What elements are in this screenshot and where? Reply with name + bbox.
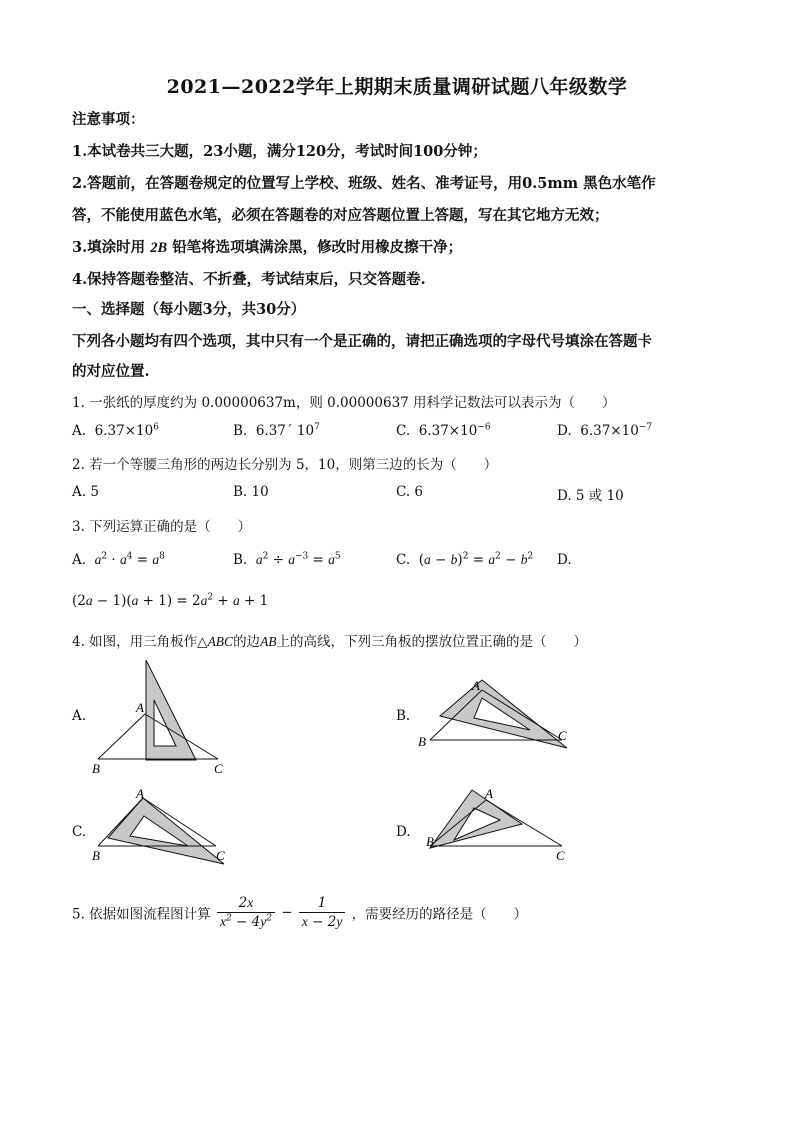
q5-stem: 5. 依据如图流程图计算 $\frac{2x}{x^2 - 4y^2}$ − $\frac{1}{x - 2y}$ ，需要经历的路径是（ ） (72, 894, 528, 930)
q3-option-d-expr: $(2a - 1)(a + 1) = 2a^2 + a + 1$ (72, 592, 269, 609)
notice-item-3-pre: 3.填涂时用 (72, 239, 146, 256)
q4-figure-b (412, 672, 582, 754)
q3-option-a: A. $a^2 \cdot a^4 = a^8$ (72, 551, 165, 568)
q4-option-b-label: B. (396, 708, 411, 724)
q4-figure-c (88, 786, 238, 868)
q3-option-c: C. $(a - b)^2 = a^2 - b^2$ (396, 551, 534, 568)
q2-option-d: D. 5 或 10 (557, 488, 624, 504)
q3-stem: 3. 下列运算正确的是（ ） (72, 519, 252, 535)
svg-text:A: A (485, 786, 493, 801)
svg-text:C: C (556, 848, 565, 863)
q4-option-a-label: A. (72, 708, 87, 724)
svg-text:B: B (418, 734, 426, 749)
q1-option-b: B. 6.37´ $10^7$ (233, 422, 320, 439)
notice-item-2-cont: 答，不能使用蓝色水笔，必须在答题卷的对应答题位置上答题，写在其它地方无效； (72, 207, 609, 224)
q1-option-d: D. $6.37\times 10^{-7}$ (557, 422, 653, 439)
vertex-b: B (92, 761, 100, 776)
svg-text:A: A (472, 678, 480, 693)
notice-item-4: 4.保持答题卷整洁、不折叠，考试结束后，只交答题卷. (72, 271, 426, 288)
svg-text:A: A (136, 786, 144, 801)
q4-figure-d (412, 782, 582, 864)
q2-option-c: C. 6 (396, 484, 424, 500)
section-heading: 一、选择题（每小题3分，共30分） (72, 301, 306, 318)
q4-option-c-label: C. (72, 824, 87, 840)
q4-figure-a (88, 660, 238, 778)
fraction-2: $\frac{1}{x - 2y}$ (299, 895, 345, 931)
q4-stem: 4. 如图，用三角板作△ABC的边AB上的高线，下列三角板的摆放位置正确的是（ ） (72, 634, 588, 650)
fraction-1: $\frac{2x}{x^2 - 4y^2}$ (217, 894, 275, 931)
vertex-c: C (214, 761, 223, 776)
page-title: 2021—2022学年上期期末质量调研试题八年级数学 (166, 76, 628, 98)
q2-stem: 2. 若一个等腰三角形的两边长分别为 5，10，则第三边的长为（ ） (72, 457, 498, 473)
q1-stem: 1. 一张纸的厚度约为 0.00000637m，则 0.00000637 用科学记数法可以表示为（ ） (72, 395, 616, 411)
q3-option-b: B. $a^2 \div a^{-3} = a^5$ (233, 551, 341, 568)
section-desc-1: 下列各小题均有四个选项，其中只有一个是正确的，请把正确选项的字母代号填涂在答题卡 (72, 333, 652, 350)
notice-item-3-post: 铅笔将选项填满涂黑，修改时用橡皮擦干净； (172, 239, 463, 256)
notice-item-3 (72, 236, 462, 257)
pencil-type: 2B (150, 240, 168, 256)
q1-option-c: C. $6.37\times 10^{-6}$ (396, 422, 491, 439)
vertex-a: A (136, 700, 144, 715)
notice-item-1: 1.本试卷共三大题，23小题，满分120分，考试时间100分钟； (72, 143, 487, 160)
svg-text:C: C (216, 848, 225, 863)
q2-option-b: B. 10 (233, 484, 269, 500)
notice-item-2: 2.答题前，在答题卷规定的位置写上学校、班级、姓名、准考证号，用0.5mm 黑色水笔作 (72, 175, 656, 192)
q4-option-d-label: D. (396, 824, 411, 840)
q1-option-a: A. $6.37\times 10^6$ (72, 422, 159, 439)
svg-text:C: C (558, 728, 567, 743)
q2-option-a: A. 5 (72, 484, 99, 500)
notice-heading: 注意事项： (72, 111, 145, 128)
section-desc-2: 的对应位置. (72, 363, 150, 380)
q3-option-d: D. (557, 552, 572, 568)
svg-text:B: B (92, 848, 100, 863)
svg-text:B: B (426, 834, 434, 849)
